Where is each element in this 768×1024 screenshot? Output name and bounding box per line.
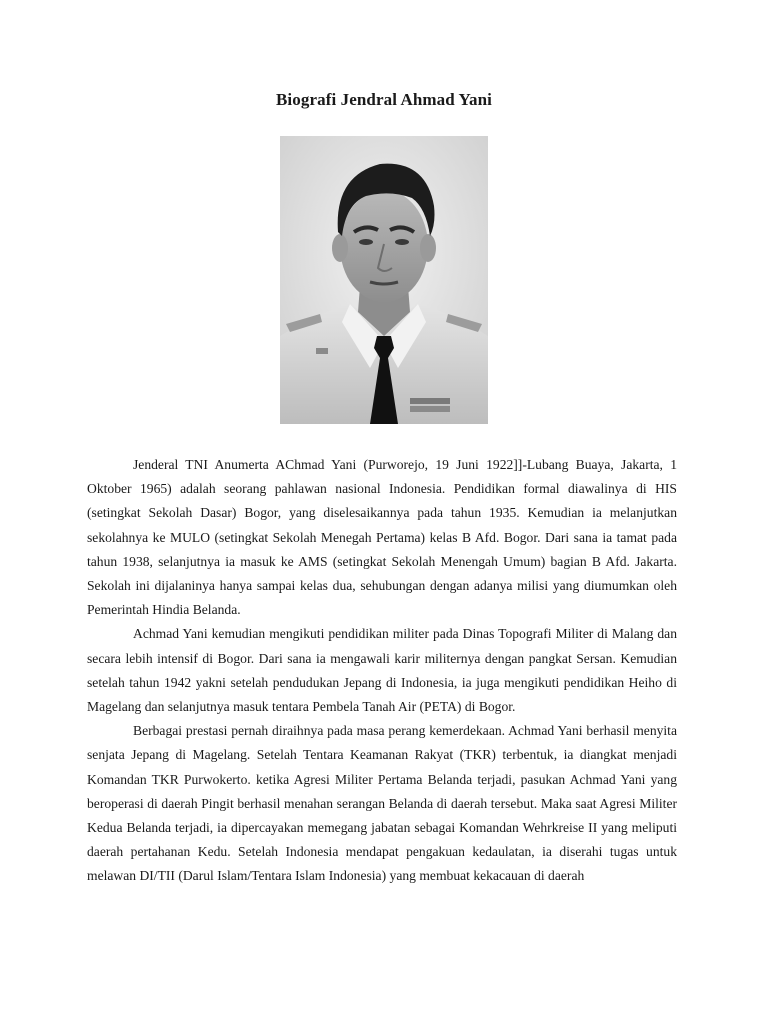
paragraph: Jenderal TNI Anumerta AChmad Yani (Purworejo, 19 Juni 1922]]-Lubang Buaya, Jakarta, 1 Oktober 1965) adalah seorang pahlawan nasional Indonesia. Pendidikan formal diawalinya di HIS (setingkat Sekolah Dasar) Bogor, yang diselesaikannya pada tahun 1935. Kemudian ia melanjutkan sekolahnya ke MULO (setingkat Sekolah Menegah Pertama) kelas B Afd. Bogor. Dari sana ia tamat pada tahun 1938, selanjutnya ia masuk ke AMS (setingkat Sekolah Menengah Umum) bagian B Afd. Jakarta. Sekolah ini dijalaninya hanya sampai kelas dua, sehubungan dengan adanya milisi yang diumumkan oleh Pemerintah Hindia Belanda. <box>87 457 677 618</box>
paragraph: Achmad Yani kemudian mengikuti pendidikan militer pada Dinas Topografi Militer di Malang dan secara lebih intensif di Bogor. Dari sana ia mengawali karir militernya dengan pangkat Sersan. Kemudian setelah tahun 1942 yakni setelah pendudukan Jepang di Indonesia, ia juga mengikuti pendidikan Heiho di Magelang dan selanjutnya masuk tentara Pembela Tanah Air (PETA) di Bogor. <box>87 626 677 715</box>
paragraph: Berbagai prestasi pernah diraihnya pada masa perang kemerdekaan. Achmad Yani berhasil menyita senjata Jepang di Magelang. Setelah Tentara Keamanan Rakyat (TKR) terbentuk, ia diangkat menjadi Komandan TKR Purwokerto. ketika Agresi Militer Pertama Belanda terjadi, pasukan Achmad Yani yang beroperasi di daerah Pingit berhasil menahan serangan Belanda di daerah tersebut. Maka saat Agresi Militer Kedua Belanda terjadi, ia dipercayakan memegang jabatan sebagai Komandan Wehrkreise II yang meliputi daerah pertahanan Kedu. Setelah Indonesia mendapat pengakuan kedaulatan, ia diserahi tugas untuk melawan DI/TII (Darul Islam/Tentara Islam Indonesia) yang membuat kekacauan di daerah <box>87 723 677 884</box>
biography-text <box>87 453 677 889</box>
portrait-photo <box>280 136 488 424</box>
page-title: Biografi Jendral Ahmad Yani <box>275 90 492 109</box>
